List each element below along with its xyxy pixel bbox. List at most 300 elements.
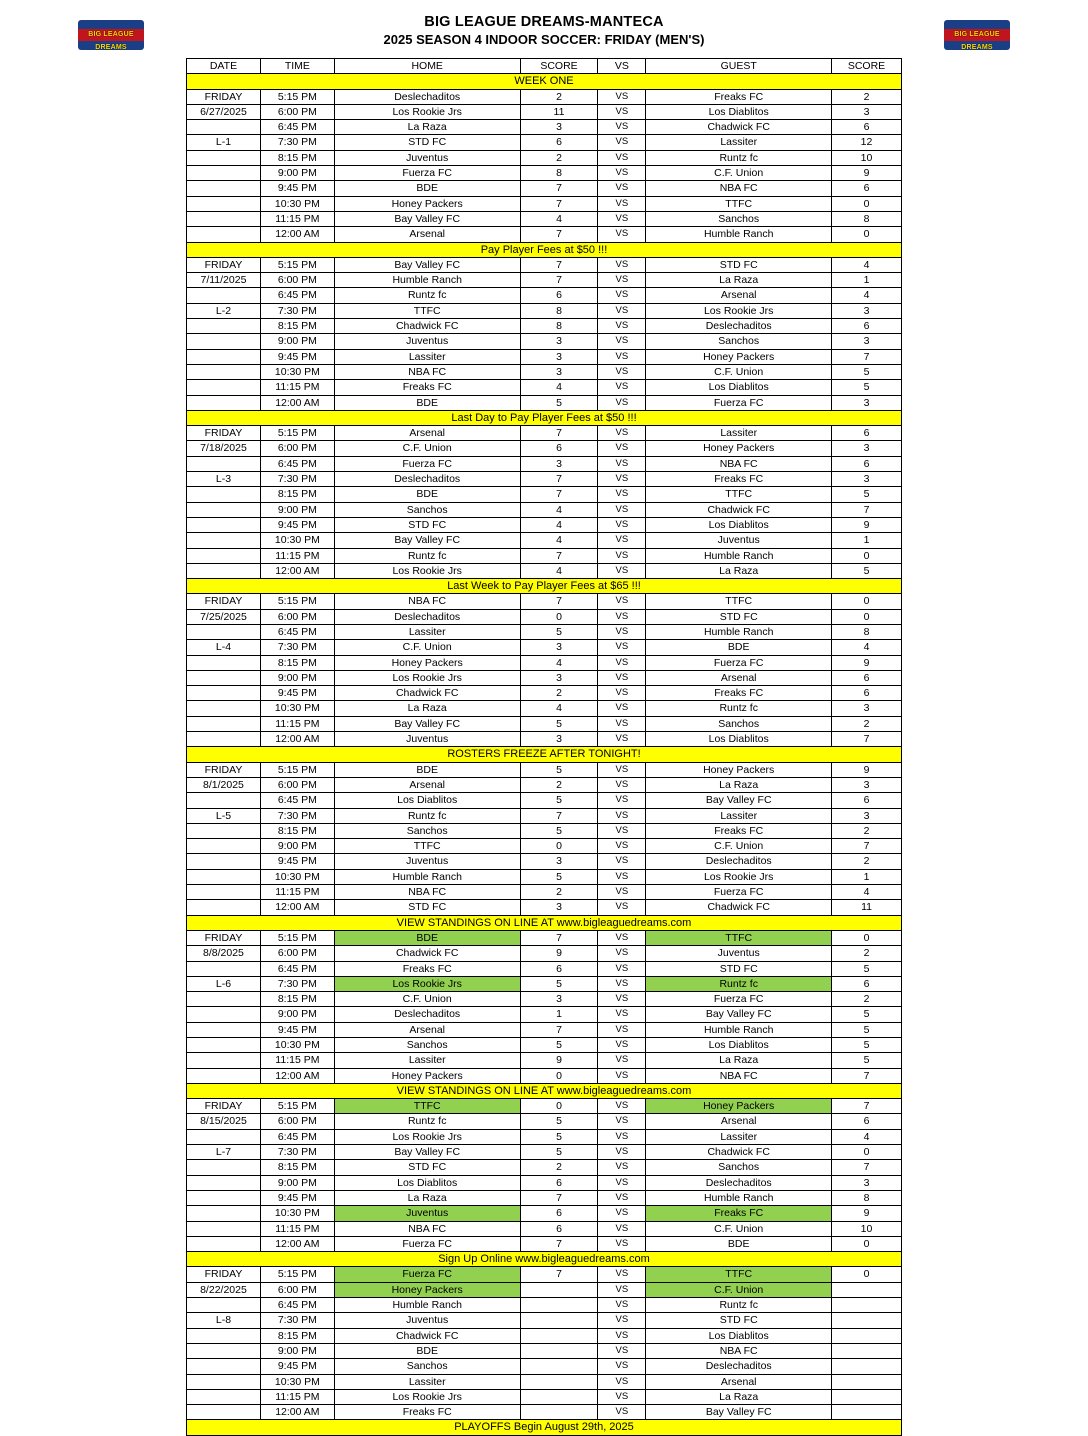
week-banner-row: [187, 747, 902, 762]
home-score: 7: [520, 1190, 598, 1205]
guest-score: 11: [832, 900, 902, 915]
game-time: 12:00 AM: [260, 1068, 334, 1083]
table-row: [187, 869, 902, 884]
guest-team: Fuerza FC: [646, 395, 832, 410]
guest-score: 10: [832, 150, 902, 165]
home-score: 6: [520, 441, 598, 456]
home-score: 4: [520, 655, 598, 670]
game-day: FRIDAY: [187, 1099, 261, 1114]
guest-team: Arsenal: [646, 1114, 832, 1129]
guest-team: STD FC: [646, 257, 832, 272]
table-row: [187, 900, 902, 915]
home-score: 2: [520, 150, 598, 165]
game-time: 7:30 PM: [260, 472, 334, 487]
guest-team: Los Diablitos: [646, 732, 832, 747]
table-row: [187, 930, 902, 945]
home-score: 2: [520, 885, 598, 900]
guest-score: [832, 1343, 902, 1358]
date-spacer: [187, 517, 261, 532]
game-time: 11:15 PM: [260, 716, 334, 731]
guest-team: Honey Packers: [646, 762, 832, 777]
guest-team: Los Rookie Jrs: [646, 303, 832, 318]
vs-label: VS: [598, 1389, 646, 1404]
guest-team: Fuerza FC: [646, 992, 832, 1007]
home-score: 3: [520, 364, 598, 379]
vs-label: VS: [598, 364, 646, 379]
table-row: [187, 1099, 902, 1114]
home-score: 0: [520, 1068, 598, 1083]
home-score: 5: [520, 1129, 598, 1144]
table-row: [187, 1007, 902, 1022]
game-time: 8:15 PM: [260, 823, 334, 838]
game-time: 8:15 PM: [260, 487, 334, 502]
home-score: 5: [520, 395, 598, 410]
guest-score: 3: [832, 334, 902, 349]
date-spacer: [187, 961, 261, 976]
vs-label: VS: [598, 1160, 646, 1175]
guest-team: BDE: [646, 1236, 832, 1251]
home-team: Deslechaditos: [334, 89, 520, 104]
guest-score: 9: [832, 517, 902, 532]
game-day: FRIDAY: [187, 594, 261, 609]
game-time: 5:15 PM: [260, 89, 334, 104]
table-row: [187, 257, 902, 272]
game-time: 9:00 PM: [260, 1175, 334, 1190]
home-score: 2: [520, 1160, 598, 1175]
guest-score: 0: [832, 1267, 902, 1282]
vs-label: VS: [598, 1068, 646, 1083]
home-score: 4: [520, 517, 598, 532]
date-spacer: [187, 1053, 261, 1068]
footer-banner-row: [187, 1420, 902, 1435]
game-time: 11:15 PM: [260, 380, 334, 395]
date-spacer: [187, 120, 261, 135]
home-team: Deslechaditos: [334, 472, 520, 487]
guest-team: NBA FC: [646, 181, 832, 196]
home-team: Chadwick FC: [334, 946, 520, 961]
game-time: 12:00 AM: [260, 900, 334, 915]
vs-label: VS: [598, 1313, 646, 1328]
home-team: Los Rookie Jrs: [334, 1129, 520, 1144]
table-row: [187, 1343, 902, 1358]
table-row: [187, 594, 902, 609]
vs-label: VS: [598, 288, 646, 303]
vs-label: VS: [598, 1328, 646, 1343]
guest-team: Freaks FC: [646, 1206, 832, 1221]
vs-label: VS: [598, 900, 646, 915]
table-header: [187, 59, 902, 74]
home-team: STD FC: [334, 1160, 520, 1175]
table-row: [187, 976, 902, 991]
game-time: 10:30 PM: [260, 701, 334, 716]
game-time: 8:15 PM: [260, 1328, 334, 1343]
home-team: La Raza: [334, 1190, 520, 1205]
guest-team: Arsenal: [646, 670, 832, 685]
guest-team: Deslechaditos: [646, 1359, 832, 1374]
table-body: [187, 74, 902, 1420]
game-time: 5:15 PM: [260, 1267, 334, 1282]
home-score: 1: [520, 1007, 598, 1022]
home-team: Fuerza FC: [334, 1267, 520, 1282]
home-team: Bay Valley FC: [334, 533, 520, 548]
week-banner-row: [187, 915, 902, 930]
game-time: 6:00 PM: [260, 946, 334, 961]
home-score: 2: [520, 89, 598, 104]
guest-score: 3: [832, 441, 902, 456]
vs-label: VS: [598, 777, 646, 792]
game-time: 10:30 PM: [260, 364, 334, 379]
vs-label: VS: [598, 1359, 646, 1374]
guest-team: Los Diablitos: [646, 1328, 832, 1343]
vs-label: VS: [598, 563, 646, 578]
guest-score: 5: [832, 1053, 902, 1068]
vs-label: VS: [598, 961, 646, 976]
home-team: Los Rookie Jrs: [334, 976, 520, 991]
guest-team: Chadwick FC: [646, 1145, 832, 1160]
guest-score: 7: [832, 349, 902, 364]
date-spacer: [187, 1374, 261, 1389]
table-row: [187, 686, 902, 701]
guest-score: 10: [832, 1221, 902, 1236]
home-score: 7: [520, 1267, 598, 1282]
guest-score: 7: [832, 502, 902, 517]
vs-label: VS: [598, 104, 646, 119]
game-time: 8:15 PM: [260, 655, 334, 670]
home-team: Juventus: [334, 732, 520, 747]
guest-score: 7: [832, 839, 902, 854]
table-row: [187, 120, 902, 135]
guest-team: Freaks FC: [646, 823, 832, 838]
home-score: 7: [520, 257, 598, 272]
date-spacer: [187, 548, 261, 563]
home-team: NBA FC: [334, 594, 520, 609]
table-row: [187, 1282, 902, 1297]
guest-score: 6: [832, 670, 902, 685]
date-spacer: [187, 1236, 261, 1251]
date-spacer: [187, 823, 261, 838]
home-team: Humble Ranch: [334, 273, 520, 288]
guest-score: [832, 1313, 902, 1328]
table-row: [187, 793, 902, 808]
guest-team: Sanchos: [646, 716, 832, 731]
guest-team: TTFC: [646, 1267, 832, 1282]
home-team: Arsenal: [334, 426, 520, 441]
guest-score: 6: [832, 686, 902, 701]
date-spacer: [187, 166, 261, 181]
vs-label: VS: [598, 150, 646, 165]
home-team: BDE: [334, 487, 520, 502]
vs-label: VS: [598, 1267, 646, 1282]
guest-score: 6: [832, 976, 902, 991]
game-time: 6:45 PM: [260, 1298, 334, 1313]
table-row: [187, 1389, 902, 1404]
guest-score: 0: [832, 227, 902, 242]
game-time: 10:30 PM: [260, 869, 334, 884]
vs-label: VS: [598, 609, 646, 624]
date-spacer: [187, 487, 261, 502]
game-time: 11:15 PM: [260, 1389, 334, 1404]
home-score: [520, 1389, 598, 1404]
home-team: Los Diablitos: [334, 1175, 520, 1190]
guest-team: Freaks FC: [646, 686, 832, 701]
guest-team: C.F. Union: [646, 839, 832, 854]
guest-team: La Raza: [646, 777, 832, 792]
guest-score: 5: [832, 380, 902, 395]
game-time: 9:45 PM: [260, 517, 334, 532]
home-team: TTFC: [334, 839, 520, 854]
home-team: NBA FC: [334, 1221, 520, 1236]
game-time: 9:45 PM: [260, 1359, 334, 1374]
home-score: 5: [520, 823, 598, 838]
home-score: 3: [520, 349, 598, 364]
vs-label: VS: [598, 472, 646, 487]
home-team: Sanchos: [334, 1359, 520, 1374]
date-spacer: [187, 1206, 261, 1221]
guest-score: 0: [832, 548, 902, 563]
table-row: [187, 1267, 902, 1282]
table-row: [187, 395, 902, 410]
game-time: 6:00 PM: [260, 273, 334, 288]
home-team: Los Rookie Jrs: [334, 104, 520, 119]
game-time: 9:45 PM: [260, 1022, 334, 1037]
game-time: 6:45 PM: [260, 456, 334, 471]
table-row: [187, 319, 902, 334]
home-team: Bay Valley FC: [334, 211, 520, 226]
date-spacer: [187, 211, 261, 226]
guest-score: 2: [832, 946, 902, 961]
guest-score: 6: [832, 456, 902, 471]
home-score: 6: [520, 288, 598, 303]
guest-team: TTFC: [646, 930, 832, 945]
guest-team: Honey Packers: [646, 1099, 832, 1114]
table-row: [187, 808, 902, 823]
logo-text: BIG LEAGUE DREAMS: [954, 31, 1000, 50]
table-row: [187, 609, 902, 624]
home-score: 5: [520, 1145, 598, 1160]
home-team: C.F. Union: [334, 640, 520, 655]
table-row: [187, 303, 902, 318]
guest-team: C.F. Union: [646, 364, 832, 379]
game-time: 5:15 PM: [260, 426, 334, 441]
home-team: BDE: [334, 181, 520, 196]
home-score: [520, 1298, 598, 1313]
game-time: 9:45 PM: [260, 854, 334, 869]
week-banner-row: [187, 1252, 902, 1267]
vs-label: VS: [598, 196, 646, 211]
vs-label: VS: [598, 1022, 646, 1037]
vs-label: VS: [598, 930, 646, 945]
date-spacer: [187, 349, 261, 364]
guest-score: 6: [832, 1114, 902, 1129]
game-time: 7:30 PM: [260, 640, 334, 655]
guest-team: STD FC: [646, 1313, 832, 1328]
vs-label: VS: [598, 380, 646, 395]
guest-score: 6: [832, 120, 902, 135]
vs-label: VS: [598, 349, 646, 364]
vs-label: VS: [598, 992, 646, 1007]
vs-label: VS: [598, 1175, 646, 1190]
vs-label: VS: [598, 548, 646, 563]
date-spacer: [187, 1129, 261, 1144]
home-score: 7: [520, 487, 598, 502]
game-time: 9:00 PM: [260, 334, 334, 349]
game-time: 12:00 AM: [260, 563, 334, 578]
vs-label: VS: [598, 502, 646, 517]
week-banner-row: [187, 579, 902, 594]
home-team: Honey Packers: [334, 1068, 520, 1083]
home-team: Juventus: [334, 1206, 520, 1221]
game-time: 9:00 PM: [260, 502, 334, 517]
guest-team: Sanchos: [646, 211, 832, 226]
guest-score: 5: [832, 961, 902, 976]
guest-team: Runtz fc: [646, 976, 832, 991]
guest-team: Deslechaditos: [646, 319, 832, 334]
date-spacer: [187, 533, 261, 548]
guest-score: 3: [832, 395, 902, 410]
home-score: 7: [520, 227, 598, 242]
column-header-date: DATE: [187, 59, 261, 74]
home-team: Lassiter: [334, 1374, 520, 1389]
guest-score: [832, 1298, 902, 1313]
guest-score: [832, 1405, 902, 1420]
game-time: 9:45 PM: [260, 1190, 334, 1205]
guest-score: 12: [832, 135, 902, 150]
game-date: 8/22/2025: [187, 1282, 261, 1297]
table-row: [187, 961, 902, 976]
date-spacer: [187, 1221, 261, 1236]
table-row: [187, 854, 902, 869]
home-score: 5: [520, 1114, 598, 1129]
home-team: NBA FC: [334, 885, 520, 900]
game-time: 10:30 PM: [260, 1038, 334, 1053]
date-spacer: [187, 869, 261, 884]
table-row: [187, 1190, 902, 1205]
vs-label: VS: [598, 441, 646, 456]
date-spacer: [187, 196, 261, 211]
home-team: Los Diablitos: [334, 793, 520, 808]
guest-team: Los Diablitos: [646, 517, 832, 532]
table-row: [187, 211, 902, 226]
league-logo-left: [78, 20, 144, 50]
column-header-vs: VS: [598, 59, 646, 74]
guest-team: Bay Valley FC: [646, 793, 832, 808]
home-score: [520, 1374, 598, 1389]
date-spacer: [187, 380, 261, 395]
vs-label: VS: [598, 854, 646, 869]
game-day: FRIDAY: [187, 426, 261, 441]
vs-label: VS: [598, 1236, 646, 1251]
guest-score: 5: [832, 1022, 902, 1037]
home-team: BDE: [334, 762, 520, 777]
table-row: [187, 227, 902, 242]
vs-label: VS: [598, 1282, 646, 1297]
game-day: FRIDAY: [187, 1267, 261, 1282]
guest-team: La Raza: [646, 1389, 832, 1404]
home-score: 5: [520, 716, 598, 731]
table-row: [187, 1313, 902, 1328]
home-score: [520, 1313, 598, 1328]
game-time: 6:00 PM: [260, 441, 334, 456]
guest-team: C.F. Union: [646, 1282, 832, 1297]
game-day: FRIDAY: [187, 930, 261, 945]
game-time: 5:15 PM: [260, 762, 334, 777]
game-time: 12:00 AM: [260, 1405, 334, 1420]
guest-score: 0: [832, 594, 902, 609]
vs-label: VS: [598, 946, 646, 961]
home-team: Sanchos: [334, 1038, 520, 1053]
home-score: 4: [520, 380, 598, 395]
date-spacer: [187, 655, 261, 670]
guest-score: 6: [832, 793, 902, 808]
date-spacer: [187, 992, 261, 1007]
logo-text: BIG LEAGUE DREAMS: [88, 31, 134, 50]
game-time: 7:30 PM: [260, 808, 334, 823]
game-time: 7:30 PM: [260, 1313, 334, 1328]
page-title: BIG LEAGUE DREAMS-MANTECA: [424, 14, 664, 30]
date-spacer: [187, 686, 261, 701]
table-row: [187, 762, 902, 777]
home-team: Los Rookie Jrs: [334, 670, 520, 685]
guest-score: 2: [832, 992, 902, 1007]
vs-label: VS: [598, 624, 646, 639]
vs-label: VS: [598, 1298, 646, 1313]
table-row: [187, 273, 902, 288]
vs-label: VS: [598, 166, 646, 181]
home-team: NBA FC: [334, 364, 520, 379]
league-code: L-2: [187, 303, 261, 318]
table-row: [187, 196, 902, 211]
guest-score: 1: [832, 533, 902, 548]
vs-label: VS: [598, 395, 646, 410]
guest-team: Humble Ranch: [646, 548, 832, 563]
table-row: [187, 1114, 902, 1129]
guest-score: [832, 1389, 902, 1404]
vs-label: VS: [598, 1190, 646, 1205]
vs-label: VS: [598, 211, 646, 226]
home-team: TTFC: [334, 1099, 520, 1114]
date-spacer: [187, 1038, 261, 1053]
home-team: Fuerza FC: [334, 166, 520, 181]
guest-team: Lassiter: [646, 808, 832, 823]
vs-label: VS: [598, 487, 646, 502]
game-time: 12:00 AM: [260, 395, 334, 410]
home-team: Los Rookie Jrs: [334, 1389, 520, 1404]
date-spacer: [187, 1068, 261, 1083]
date-spacer: [187, 395, 261, 410]
game-day: FRIDAY: [187, 257, 261, 272]
table-row: [187, 1405, 902, 1420]
table-footer: [187, 1420, 902, 1435]
table-row: [187, 166, 902, 181]
home-score: 7: [520, 1236, 598, 1251]
date-spacer: [187, 1359, 261, 1374]
guest-team: Humble Ranch: [646, 1190, 832, 1205]
home-score: 0: [520, 609, 598, 624]
table-row: [187, 640, 902, 655]
home-score: 7: [520, 1022, 598, 1037]
week-banner: Last Week to Pay Player Fees at $65 !!!: [187, 579, 902, 594]
vs-label: VS: [598, 640, 646, 655]
guest-score: 0: [832, 1145, 902, 1160]
game-date: 7/25/2025: [187, 609, 261, 624]
vs-label: VS: [598, 839, 646, 854]
home-team: Deslechaditos: [334, 1007, 520, 1022]
guest-score: 4: [832, 885, 902, 900]
vs-label: VS: [598, 885, 646, 900]
page-subtitle: 2025 SEASON 4 INDOOR SOCCER: FRIDAY (MEN'S): [383, 32, 705, 47]
guest-score: 3: [832, 777, 902, 792]
game-time: 6:00 PM: [260, 609, 334, 624]
